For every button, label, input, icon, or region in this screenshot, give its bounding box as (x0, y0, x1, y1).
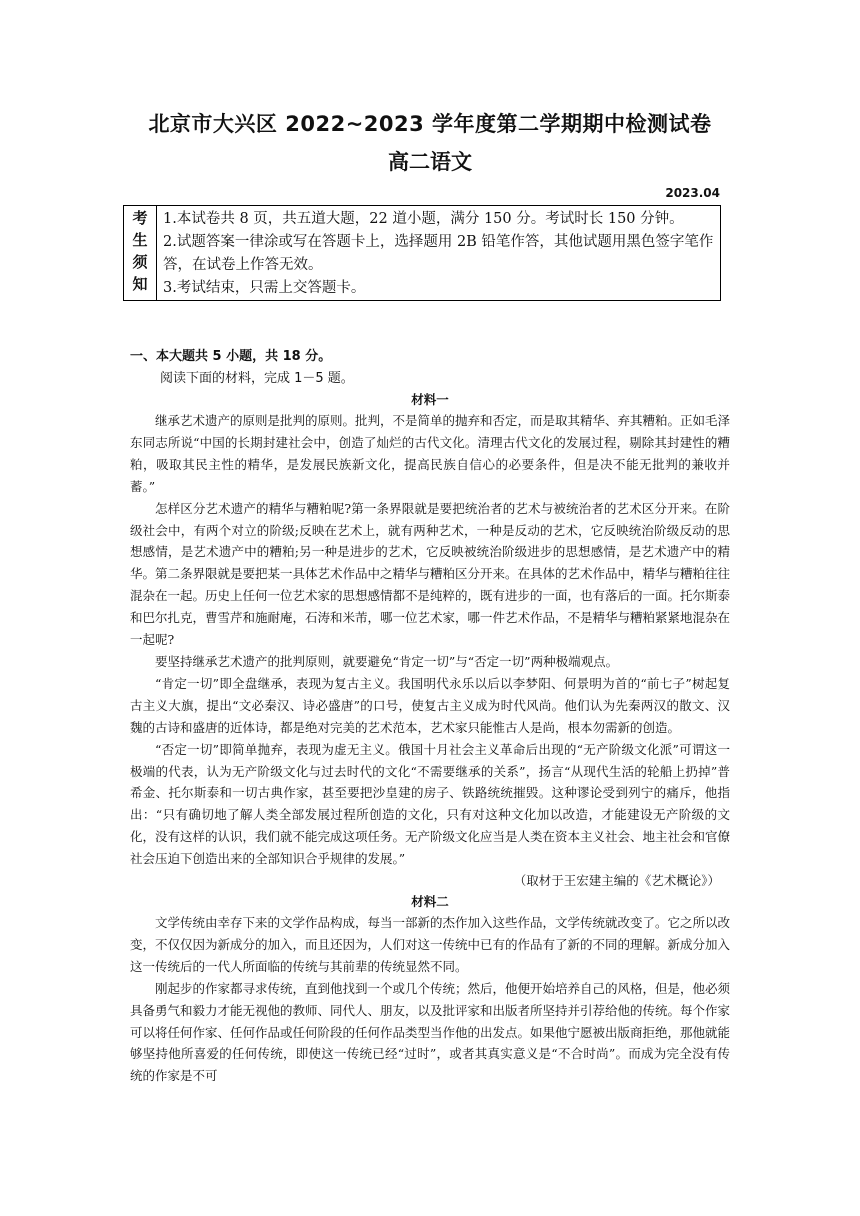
exam-subtitle: 高二语文 (388, 150, 472, 174)
notice-body (157, 206, 721, 301)
candidate-notice-table (123, 205, 721, 301)
notice-label-char: 生 (132, 231, 148, 249)
section-instruction: 阅读下面的材料，完成 1－5 题。 (160, 371, 354, 386)
section-heading: 一、本大题共 5 小题，共 18 分。 (130, 349, 332, 364)
notice-item: 3.考试结束，只需上交答题卡。 (163, 280, 366, 296)
notice-item: 1.本试卷共 8 页，共五道大题，22 道小题，满分 150 分。考试时长 150 分钟。 (163, 211, 684, 227)
notice-label-char: 考 (132, 209, 148, 227)
exam-title: 北京市大兴区 2022~2023 学年度第二学期期中检测试卷 (148, 112, 712, 136)
exam-date: 2023.04 (665, 186, 720, 200)
material-2-title: 材料二 (411, 894, 449, 910)
paragraph: 要坚持继承艺术遗产的批判原则，就要避免“肯定一切”与“否定一切”两种极端观点。 (155, 653, 619, 669)
notice-label-char: 须 (132, 253, 148, 271)
paragraph: “否定一切”即简单抛弃，表现为虚无主义。俄国十月社会主义革命后出现的“无产阶级文化派”可谓这一极端的代表，认为无产阶级文化与过去时代的文化“不需要继承的关系”，扬言“从现代生活的轮船上扔掉”普希金、托尔斯泰和一切古典作家，甚至要把沙皇建的房子、铁路统统摧毁。这种谬论受到列宁的痛斥，他指出：“只有确切地了解人类全部发展过程所创造的文化，只有对这种文化加以改造，才能建设无产阶级的文化，没有这样的认识，我们就不能完成这项任务。无产阶级文化应当是人类在资本主义社会、地主社会和官僚社会压迫下创造出来的全部知识合乎规律的发展。” (130, 741, 731, 867)
paragraph: 继承艺术遗产的原则是批判的原则。批判，不是简单的抛弃和否定，而是取其精华、弃其糟粕。正如毛泽东同志所说“中国的长期封建社会中，创造了灿烂的古代文化。清理古代文化的发展过程，剔除其封建性的糟粕，吸取其民主性的精华，是发展民族新文化，提高民族自信心的必要条件，但是决不能无批判的兼收并蓄。” (130, 413, 731, 494)
paragraph: “肯定一切”即全盘继承，表现为复古主义。我国明代永乐以后以李梦阳、何景明为首的“前七子”树起复古主义大旗，提出“文必秦汉、诗必盛唐”的口号，使复古主义成为时代风尚。他们认为先秦两汉的散文、汉魏的古诗和盛唐的近体诗，都是绝对完美的艺术范本，艺术家只能惟古人是尚，根本勿需新的创造。 (130, 675, 730, 735)
paragraph: 怎样区分艺术遗产的精华与糟粕呢?第一条界限就是要把统治者的艺术与被统治者的艺术区分开来。在阶级社会中，有两个对立的阶级;反映在艺术上，就有两种艺术，一种是反动的艺术，它反映统治阶级反动的思想感情，是艺术遗产中的糟粕;另一种是进步的艺术，它反映被统治阶级进步的思想感情，是艺术遗产中的精华。第二条界限就是要把某一具体艺术作品中之精华与糟粕区分开来。在具体的艺术作品中，精华与糟粕往往混杂在一起。历史上任何一位艺术家的思想感情都不是纯粹的，既有进步的一面，也有落后的一面。托尔斯泰和巴尔扎克，曹雪芹和施耐庵，石涛和米芾，哪一位艺术家，哪一件艺术作品，不是精华与糟粕紧紧地混杂在一起呢? (130, 500, 731, 648)
exam-content (130, 346, 730, 1087)
material-1-title: 材料一 (411, 392, 449, 407)
paragraph: 文学传统由幸存下来的文学作品构成，每当一部新的杰作加入这些作品，文学传统就改变了。它之所以改变，不仅仅因为新成分的加入，而且还因为，人们对这一传统中已有的作品有了新的不同的理解。新成分加入这一传统后的一代人所面临的传统与其前辈的传统显然不同。 (130, 915, 731, 974)
material-1-source: （取材于王宏建主编的《艺术概论》） (513, 873, 720, 889)
notice-label-char: 知 (132, 275, 148, 293)
paragraph: 刚起步的作家都寻求传统，直到他找到一个或几个传统；然后，他便开始培养自己的风格，但是，他必须具备勇气和毅力才能无视他的教师、同代人、朋友，以及批评家和出版者所坚持并引荐给他的传统。每个作家可以将任何作家、任何作品或任何阶段的任何作品类型当作他的出发点。如果他宁愿被出版商拒绝，那他就能够坚持他所喜爱的任何传统，即使这一传统已经“过时”，或者其真实意义是“不合时尚”。而成为完全没有传统的作家是不可 (130, 980, 731, 1084)
notice-label (124, 206, 157, 301)
notice-item: 2.试题答案一律涂或写在答题卡上，选择题用 2B 铅笔作答，其他试题用黑色签字笔作答，在试卷上作答无效。 (163, 234, 714, 273)
